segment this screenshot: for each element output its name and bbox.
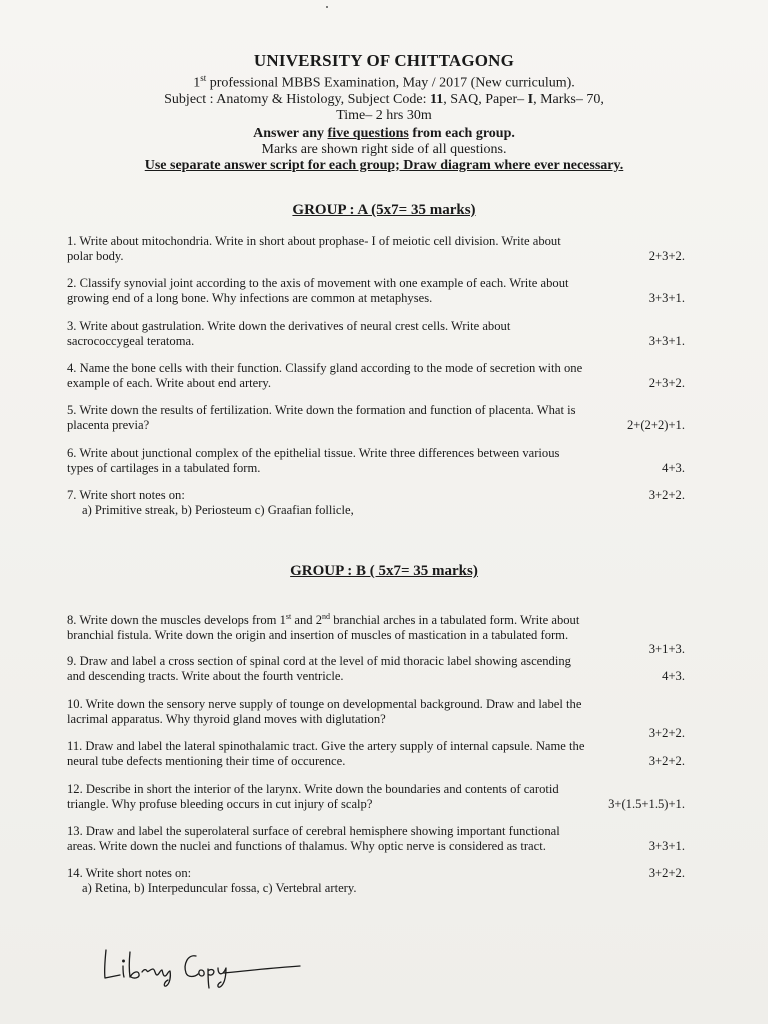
question-10: 10. Write down the sensory nerve supply of tounge on developmental background. Draw and label the lacrimal apparatus. Why thyroid gland moves with diglutation? 3+2+2. bbox=[67, 697, 685, 740]
question-7: 3+2+2. 7. Write short notes on: a) Primitive streak, b) Periosteum c) Graafian follicle, bbox=[67, 488, 685, 517]
question-12: 12. Describe in short the interior of the larynx. Write down the boundaries and contents of carotid 3+(1.5+1.5)+1. triangle. Why profuse bleeding occurs in cut injury of scalp? bbox=[67, 782, 685, 811]
question-6: 6. Write about junctional complex of the epithelial tissue. Write three differences between various 4+3. types of cartilages in a tabulated form. bbox=[67, 446, 685, 475]
group-a-title: GROUP : A (5x7= 35 marks) bbox=[292, 202, 476, 218]
question-9: 9. Draw and label a cross section of spinal cord at the level of mid thoracic label showing ascending 4+3. and descending tracts. Write about the fourth ventricle. bbox=[67, 654, 685, 683]
group-b-title: GROUP : B ( 5x7= 35 marks) bbox=[290, 563, 478, 579]
question-13: 13. Draw and label the superolateral surface of cerebral hemisphere showing important functional 3+3+1. areas. Write down the nuclei and functions of thalamus. Why optic nerve is considered as tract. bbox=[67, 824, 685, 853]
instruction-separate-script: Use separate answer script for each group; Draw diagram where ever necessary. bbox=[144, 157, 624, 173]
library-copy-signature bbox=[100, 942, 310, 992]
question-11: 11. Draw and label the lateral spinothalamic tract. Give the artery supply of internal capsule. Name the 3+2+2. neural tube defects mentioning their time of occurence. bbox=[67, 739, 685, 768]
instruction-answer: Answer any five questions from each group. bbox=[253, 125, 515, 141]
question-1: 1. Write about mitochondria. Write in short about prophase- I of meiotic cell division. Write about 2+3+2. polar body. bbox=[67, 234, 685, 263]
question-3: 3. Write about gastrulation. Write down the derivatives of neural crest cells. Write about 3+3+1. sacrococcygeal teratoma. bbox=[67, 319, 685, 348]
question-8: 8. Write down the muscles develops from 1st and 2nd branchial arches in a tabulated form. Write about branchial fistula. Write down the origin and insertion of muscles of mastication in a tabulated form. 3+1+3. bbox=[67, 612, 685, 657]
exam-line: 1st professional MBBS Examination, May / 2017 (New curriculum). bbox=[193, 73, 575, 91]
subject-line: Subject : Anatomy & Histology, Subject Code: 11, SAQ, Paper– I, Marks– 70, bbox=[164, 91, 604, 107]
question-2: 2. Classify synovial joint according to the axis of movement with one example of each. Write about 3+3+1. growing end of a long bone. Why infections are common at metaphyses. bbox=[67, 276, 685, 305]
question-4: 4. Name the bone cells with their function. Classify gland according to the mode of secretion with one 2+3+2. example of each. Write about end artery. bbox=[67, 361, 685, 390]
speck bbox=[326, 6, 328, 8]
university-name: UNIVERSITY OF CHITTAGONG bbox=[253, 51, 515, 70]
time-line: Time– 2 hrs 30m bbox=[336, 107, 432, 123]
question-5: 5. Write down the results of fertilization. Write down the formation and function of placenta. What is 2+(2+2)+1. placenta previa? bbox=[67, 403, 685, 432]
exam-header bbox=[0, 51, 768, 174]
question-14: 3+2+2. 14. Write short notes on: a) Retina, b) Interpeduncular fossa, c) Vertebral artery. bbox=[67, 866, 685, 895]
instruction-marks: Marks are shown right side of all questions. bbox=[261, 141, 507, 157]
